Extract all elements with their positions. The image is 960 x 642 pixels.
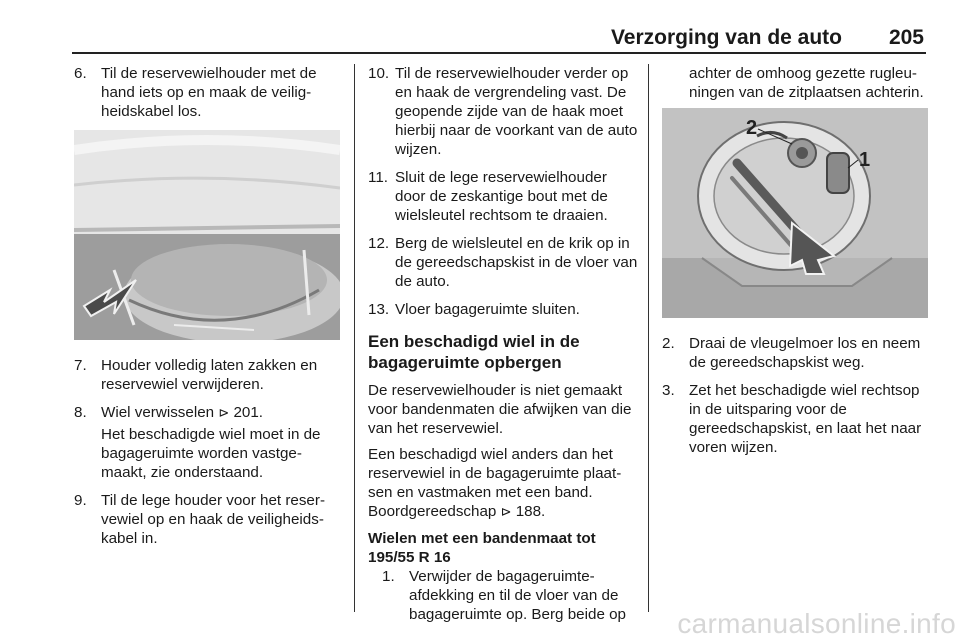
step-6	[74, 64, 342, 121]
step-13	[368, 300, 638, 319]
step-3	[662, 381, 926, 457]
step-text: Zet het beschadigde wiel rechtsop in de uitsparing voor de gereedschapskist, en laat het naar voren wijzen.	[689, 382, 922, 456]
section-heading: Een beschadigd wiel in de bagageruimte opbergen	[368, 332, 580, 372]
step-text: Til de reservewielhouder verder op en haak de vergrendeling vast. De geopende zijde van de haak moet hierbij naar de voorkant van de auto wijzen.	[395, 65, 638, 158]
step-8	[74, 403, 342, 482]
step-number: 12.	[368, 235, 390, 252]
step-text: Sluit de lege reservewielhouder door de zeskantige bout met de wielsleutel rechtsom te draaien.	[395, 169, 608, 224]
page-number: 205	[888, 26, 924, 49]
step-text: Draai de vleugelmoer los en neem de gereedschapskist weg.	[689, 335, 921, 371]
paragraph-text-post: 188.	[511, 503, 546, 520]
step-12	[368, 234, 638, 291]
paragraph-text-pre: Een beschadigd wiel anders dan het reservewiel in de bagageruimte plaatsen en vastmaken met een band. Boordgereedschap	[368, 446, 622, 520]
step-text: Til de lege houder voor het reservewiel op en haak de veiligheidskabel in.	[101, 492, 325, 547]
figure-spare-wheel-holder	[74, 130, 340, 340]
column-2	[368, 64, 638, 624]
header-rule	[72, 52, 926, 54]
paragraph	[368, 445, 638, 522]
step-number: 9.	[74, 492, 87, 509]
step-text-pre: Wiel verwisselen	[101, 404, 219, 421]
step-2	[662, 334, 926, 372]
step-number: 13.	[368, 301, 390, 318]
step-number: 6.	[74, 65, 87, 82]
figure-label-2: 2	[746, 117, 758, 139]
step-1-continued	[662, 64, 926, 102]
figure-label-1: 1	[859, 149, 871, 171]
step-number: 3.	[662, 382, 675, 399]
arrow-reference-icon: ⊳	[218, 406, 230, 421]
step-note: Het beschadigde wiel moet in de bagageruimte worden vastgemaakt, zie onderstaand.	[101, 426, 321, 481]
step-10	[368, 64, 638, 159]
watermark: carmanualsonline.info	[677, 608, 956, 639]
substep-1	[382, 567, 638, 624]
step-7	[74, 356, 342, 394]
step-text: achter de omhoog gezette rugleuningen van de zitplaatsen achterin.	[689, 65, 924, 101]
arrow-reference-icon: ⊳	[500, 505, 512, 520]
step-number: 8.	[74, 404, 87, 421]
column-3	[662, 64, 926, 466]
step-text: Houder volledig laten zakken en reservewiel verwijderen.	[101, 357, 318, 393]
column-divider-1	[354, 64, 355, 612]
step-number: 1.	[382, 568, 395, 585]
step-text-post: 201.	[229, 404, 263, 421]
figure-tool-box	[662, 108, 928, 318]
column-divider-2	[648, 64, 649, 612]
step-11	[368, 168, 638, 225]
step-number: 10.	[368, 65, 390, 82]
step-text: Vloer bagageruimte sluiten.	[395, 301, 580, 318]
step-9	[74, 491, 342, 548]
paragraph: De reservewielhouder is niet gemaakt voor bandenmaten die afwijken van die van het reservewiel.	[368, 382, 632, 437]
page-header-title: Verzorging van de auto	[610, 26, 842, 49]
step-number: 7.	[74, 357, 87, 374]
subheading: Wielen met een bandenmaat tot 195/55 R 16	[368, 530, 596, 566]
step-text: Til de reservewielhouder met de hand iets op en maak de veiligheidskabel los.	[101, 65, 317, 120]
step-text: Verwijder de bagageruimteafdekking en til de vloer van de bagageruimte op. Berg beide op	[409, 568, 627, 623]
step-number: 11.	[368, 169, 388, 186]
step-number: 2.	[662, 335, 675, 352]
column-1	[74, 64, 342, 557]
step-text: Berg de wielsleutel en de krik op in de gereedschapskist in de vloer van de auto.	[395, 235, 638, 290]
